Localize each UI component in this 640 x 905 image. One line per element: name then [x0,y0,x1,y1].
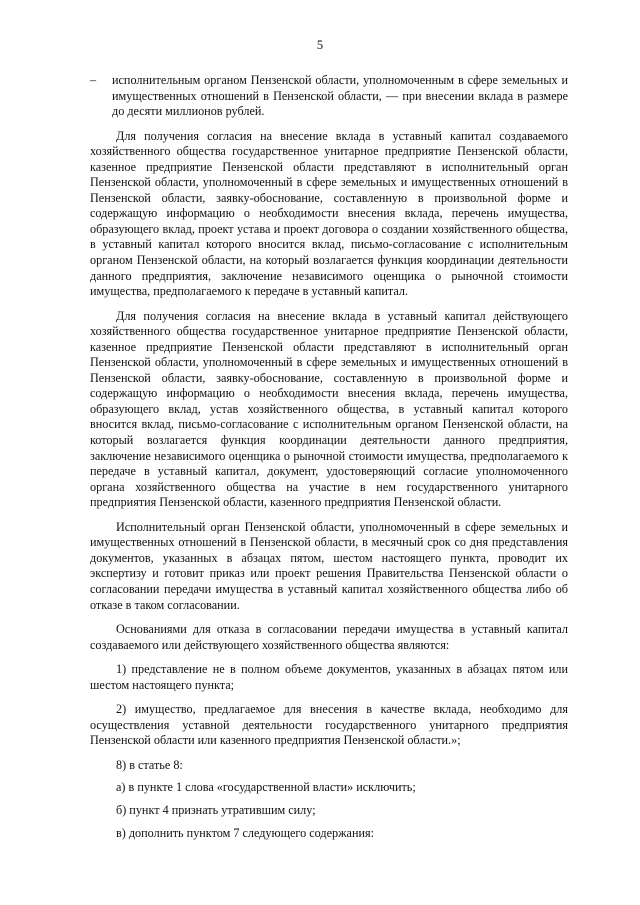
paragraph-text: исполнительным органом Пензенской области, уполномоченным в сфере земельных и имущественных отношений в Пензенской области, — при внесении вклада в размере до десяти миллионов рублей. [112,73,568,119]
paragraph-item-8: 8) в статье 8: [116,757,183,772]
paragraph-refusal-grounds: Основаниями для отказа в согласовании передачи имущества в уставный капитал создаваемого или действующего хозяйственного общества являются: [90,622,568,652]
dash-marker: – [90,73,97,87]
page-number: 5 [316,38,324,52]
paragraph-ground-2: 2) имущество, предлагаемое для внесения в качестве вклада, необходимо для осуществления уставной деятельности государственного унитарного предприятия Пензенской области или казенного предприятия Пензенской области.»; [90,702,568,748]
paragraph-consent-existing-company: Для получения согласия на внесение вклада в уставный капитал действующего хозяйственного общества государственное унитарное предприятие Пензенской области, казенное предприятие Пензенской области представляют в исполнительный орган Пензенской области, уполномоченный в сфере земельных и имущественных отношений в Пензенской области, заявку-обоснование, составленную в произвольной форме и содержащую информацию о необходимости внесения вклада, перечень имущества, образующего вклад, устав хозяйственного общества, в уставный капитал которого вносится вклад, письмо-согласование с исполнительным органом Пензенской области, на который возлагается функция координации деятельности данного предприятия, заключение независимого оценщика о рыночной стоимости имущества, предполагаемого к передаче в уставный капитал, документ, удостоверяющий согласие уполномоченного органа хозяйственного общества на участие в нем государственного унитарного предприятия Пензенской области, казенного предприятия Пензенской области. [90,308,568,510]
paragraph-ground-1: 1) представление не в полном объеме документов, указанных в абзацах пятом или шестом настоящего пункта; [90,662,568,692]
paragraph-subitem-b: б) пункт 4 признать утратившим силу; [116,802,316,817]
paragraph-consent-new-company: Для получения согласия на внесение вклада в уставный капитал создаваемого хозяйственного общества государственное унитарное предприятие Пензенской области, казенное предприятие Пензенской области представляют в исполнительный орган Пензенской области, уполномоченный в сфере земельных и имущественных отношений в Пензенской области, заявку-обоснование, составленную в произвольной форме и содержащую информацию о необходимости внесения вклада, перечень имущества, образующего вклад, проект устава и проект договора о создании хозяйственного общества, в уставный капитал которого вносится вклад, письмо-согласование с исполнительным органом Пензенской области, на который возлагается функция координации деятельности данного предприятия, заключение независимого оценщика о рыночной стоимости имущества, предполагаемого к передаче в уставный капитал. [90,128,568,299]
list-item-dash [90,73,568,120]
document-body [90,73,568,841]
paragraph-review-procedure: Исполнительный орган Пензенской области, уполномоченный в сфере земельных и имущественных отношений в Пензенской области, в месячный срок со дня представления документов, указанных в абзацах пятом, шестом настоящего пункта, проводит их экспертизу и готовит приказ или проект решения Правительства Пензенской области о согласовании передачи имущества в уставный капитал хозяйственного общества либо об отказе в таком согласовании. [90,519,568,612]
paragraph-subitem-a: а) в пункте 1 слова «государственной власти» исключить; [116,780,416,795]
paragraph-subitem-v: в) дополнить пунктом 7 следующего содержания: [116,825,374,840]
